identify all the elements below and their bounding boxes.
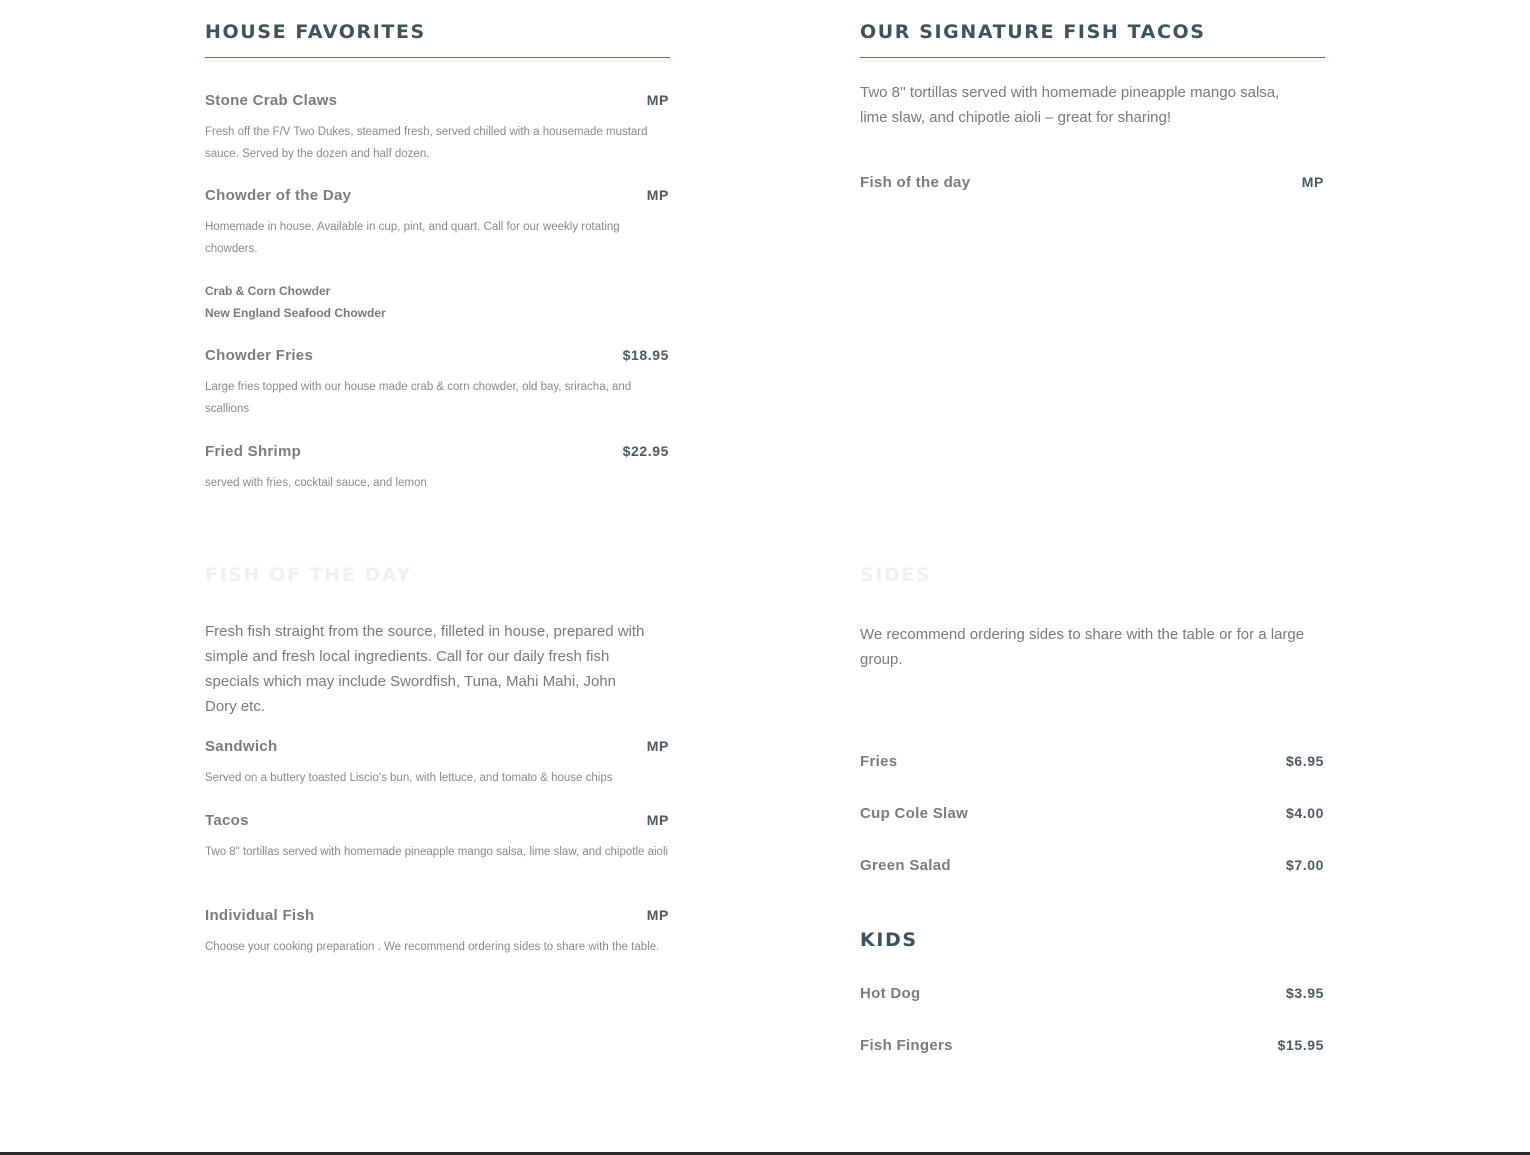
menu-item-sandwich: [205, 738, 670, 758]
item-name: Sandwich: [205, 738, 278, 755]
item-price: MP: [646, 812, 669, 828]
item-price: $15.95: [1277, 1037, 1324, 1053]
item-name: Chowder of the Day: [205, 187, 352, 204]
item-description: Large fries topped with our house made crab & corn chowder, old bay, sriracha, and scallions: [205, 381, 632, 415]
item-name: Fish Fingers: [860, 1037, 953, 1054]
chowder-variety: New England Seafood Chowder: [205, 306, 386, 320]
item-name: Fries: [860, 753, 898, 770]
menu-item-chowder-fries: [205, 347, 670, 367]
item-price: MP: [646, 187, 669, 203]
menu-item-fish-of-the-day-tacos: [860, 174, 1325, 194]
item-price: MP: [646, 907, 669, 923]
menu-item-fries: [860, 753, 1325, 773]
item-name: Chowder Fries: [205, 347, 314, 364]
item-name: Individual Fish: [205, 907, 315, 924]
item-description: Choose your cooking preparation . We recommend ordering sides to share with the table.: [205, 941, 660, 953]
left-column: [205, 0, 670, 1155]
item-name: Fried Shrimp: [205, 443, 302, 460]
item-description: Served on a buttery toasted Liscio's bun, with lettuce, and tomato & house chips: [205, 772, 613, 784]
house-favorites-title: HOUSE FAVORITES: [205, 21, 426, 43]
menu-item-fried-shrimp: [205, 443, 670, 463]
item-price: $22.95: [622, 443, 669, 459]
menu-item-hot-dog: [860, 985, 1325, 1005]
fish-tacos-intro: Two 8'' tortillas served with homemade pineapple mango salsa, lime slaw, and chipotle aioli – great for sharing!: [860, 84, 1280, 126]
item-price: $18.95: [622, 347, 669, 363]
fish-of-the-day-title: FISH OF THE DAY: [205, 564, 412, 586]
menu-item-tacos: [205, 812, 670, 832]
item-name: Fish of the day: [860, 174, 971, 191]
item-price: MP: [646, 738, 669, 754]
house-favorites-divider: [205, 57, 670, 58]
item-name: Stone Crab Claws: [205, 92, 338, 109]
chowder-variety: Crab & Corn Chowder: [205, 284, 331, 298]
item-price: $3.95: [1285, 985, 1324, 1001]
item-description: Homemade in house. Available in cup, pint, and quart. Call for our weekly rotating chowders.: [205, 221, 620, 255]
menu-item-stone-crab-claws: [205, 92, 670, 112]
menu-item-cup-cole-slaw: [860, 805, 1325, 825]
item-price: $7.00: [1285, 857, 1324, 873]
sides-title: SIDES: [860, 564, 932, 586]
item-description: served with fries, cocktail sauce, and lemon: [205, 477, 427, 489]
right-column: [860, 0, 1325, 1155]
item-price: MP: [1301, 174, 1324, 190]
item-name: Green Salad: [860, 857, 951, 874]
item-price: MP: [646, 92, 669, 108]
kids-title: KIDS: [860, 929, 918, 951]
item-name: Hot Dog: [860, 985, 921, 1002]
menu-item-fish-fingers: [860, 1037, 1325, 1057]
item-price: $6.95: [1285, 753, 1324, 769]
menu-item-individual-fish: [205, 907, 670, 927]
menu-item-green-salad: [860, 857, 1325, 877]
item-name: Cup Cole Slaw: [860, 805, 969, 822]
item-name: Tacos: [205, 812, 249, 829]
fish-tacos-divider: [860, 57, 1325, 58]
item-description: Two 8" tortillas served with homemade pineapple mango salsa, lime slaw, and chipotle aioli: [205, 846, 669, 858]
fish-of-the-day-intro: Fresh fish straight from the source, filleted in house, prepared with simple and fresh local ingredients. Call for our daily fresh fish specials which may include Swordfish, Tuna, Mahi Mahi, John Dory etc.: [205, 623, 645, 715]
fish-tacos-title: OUR SIGNATURE FISH TACOS: [860, 21, 1206, 43]
menu-item-chowder-of-the-day: [205, 187, 670, 207]
item-price: $4.00: [1285, 805, 1324, 821]
sides-intro: We recommend ordering sides to share with the table or for a large group.: [860, 626, 1305, 668]
item-description: Fresh off the F/V Two Dukes, steamed fresh, served chilled with a housemade mustard sauce. Served by the dozen and half dozen.: [205, 126, 648, 160]
